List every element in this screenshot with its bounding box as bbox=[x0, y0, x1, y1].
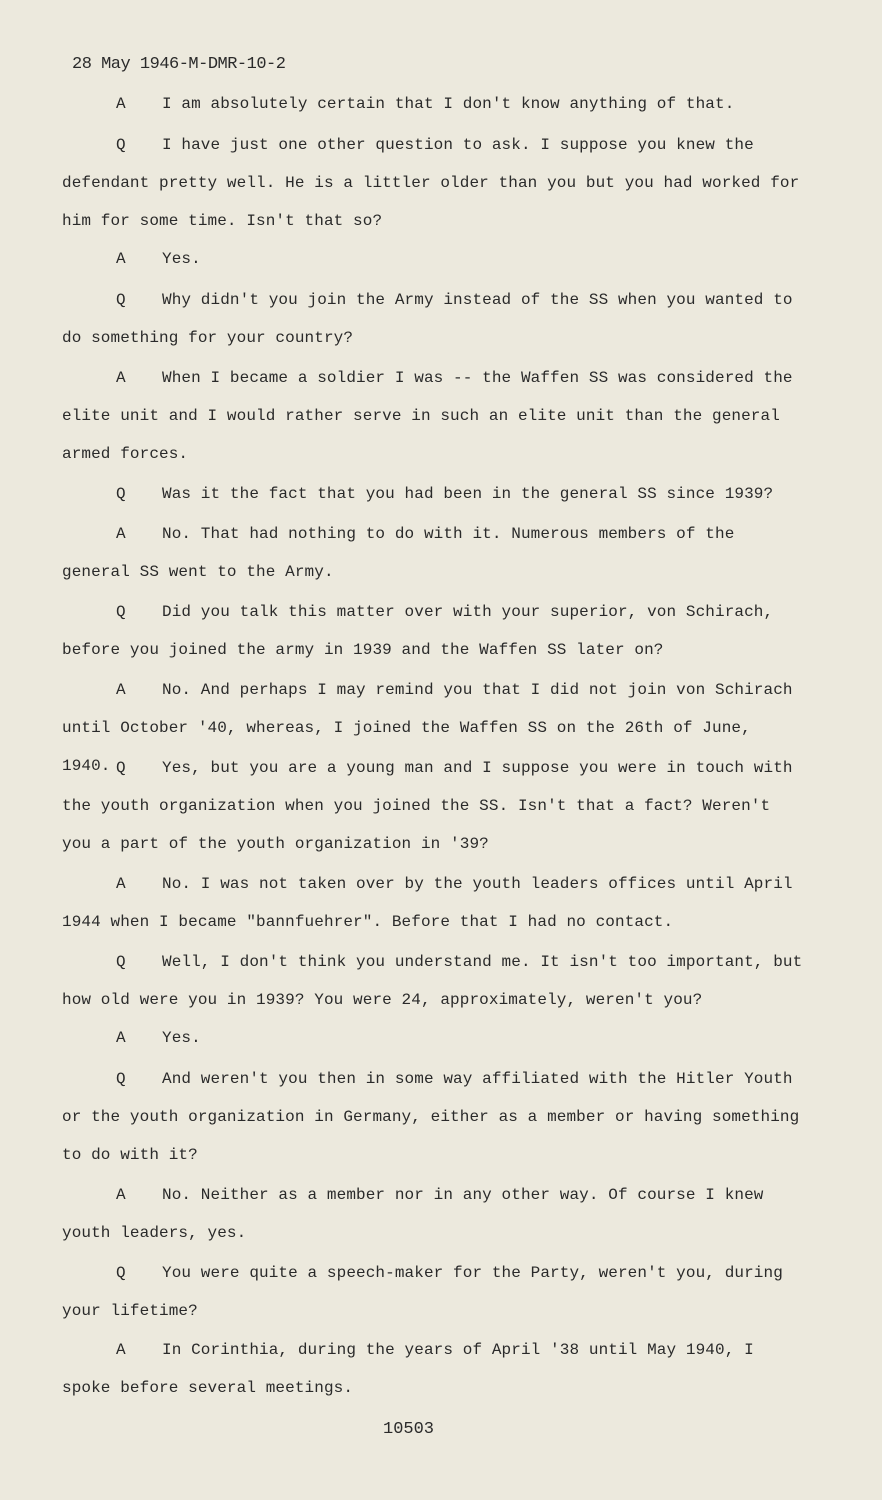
speaker-label: Q bbox=[116, 136, 126, 154]
paragraph bbox=[62, 749, 807, 863]
paragraph bbox=[62, 865, 807, 941]
paragraph-text: Yes. bbox=[162, 1029, 201, 1047]
paragraph bbox=[62, 515, 807, 591]
paragraph-text: Was it the fact that you had been in the general SS since 1939? bbox=[162, 485, 774, 503]
paragraph bbox=[62, 1019, 807, 1057]
speaker-label: A bbox=[116, 95, 126, 113]
speaker-label: A bbox=[116, 369, 126, 387]
paragraph bbox=[62, 943, 807, 1019]
paragraph bbox=[62, 593, 807, 669]
speaker-label: Q bbox=[116, 953, 126, 971]
speaker-label: A bbox=[116, 681, 126, 699]
page-number: 10503 bbox=[383, 1420, 435, 1439]
paragraph-text: Yes. bbox=[162, 250, 201, 268]
paragraph-text: When I became a soldier I was -- the Waffen SS was considered the elite unit and I would rather serve in such an elite unit than the general armed forces. bbox=[62, 369, 793, 463]
paragraph-text: Well, I don't think you understand me. It isn't too important, but how old were you in 1939? You were 24, approximately, weren't you? bbox=[62, 953, 803, 1009]
paragraph bbox=[62, 359, 807, 473]
paragraph bbox=[62, 281, 807, 357]
speaker-label: A bbox=[116, 250, 126, 268]
paragraph bbox=[62, 240, 807, 278]
paragraph-text: No. Neither as a member nor in any other way. Of course I knew youth leaders, yes. bbox=[62, 1186, 764, 1242]
paragraph-text: No. I was not taken over by the youth leaders offices until April 1944 when I became "bannfuehrer". Before that I had no contact. bbox=[62, 875, 793, 931]
speaker-label: A bbox=[116, 875, 126, 893]
paragraph bbox=[62, 126, 807, 240]
paragraph-text: No. That had nothing to do with it. Numerous members of the general SS went to the Army. bbox=[62, 525, 735, 581]
paragraph bbox=[62, 1060, 807, 1174]
speaker-label: Q bbox=[116, 1264, 126, 1282]
speaker-label: A bbox=[116, 525, 126, 543]
paragraph bbox=[62, 475, 807, 513]
speaker-label: A bbox=[116, 1029, 126, 1047]
speaker-label: Q bbox=[116, 1070, 126, 1088]
speaker-label: Q bbox=[116, 603, 126, 621]
speaker-label: Q bbox=[116, 485, 126, 503]
paragraph-text: I am absolutely certain that I don't know anything of that. bbox=[162, 95, 735, 113]
document-header: 28 May 1946-M-DMR-10-2 bbox=[72, 55, 286, 74]
paragraph-text: And weren't you then in some way affiliated with the Hitler Youth or the youth organization in Germany, either as a member or having something to do with it? bbox=[62, 1070, 800, 1164]
speaker-label: A bbox=[116, 1186, 126, 1204]
paragraph-text: No. And perhaps I may remind you that I did not join von Schirach until October '40, whereas, I joined the Waffen SS on the 26th of June, 1940. bbox=[62, 681, 793, 775]
paragraph bbox=[62, 1254, 807, 1330]
paragraph-text: Why didn't you join the Army instead of the SS when you wanted to do something for your country? bbox=[62, 291, 793, 347]
paragraph-text: Did you talk this matter over with your superior, von Schirach, before you joined the army in 1939 and the Waffen SS later on? bbox=[62, 603, 774, 659]
speaker-label: A bbox=[116, 1341, 126, 1359]
paragraph-text: Yes, but you are a young man and I suppose you were in touch with the youth organization when you joined the SS. Isn't that a fact? Weren't you a part of the youth organization in '39? bbox=[62, 759, 793, 853]
paragraph-text: In Corinthia, during the years of April '38 until May 1940, I spoke before several meetings. bbox=[62, 1341, 754, 1397]
paragraph bbox=[62, 1331, 807, 1407]
paragraph-text: You were quite a speech-maker for the Party, weren't you, during your lifetime? bbox=[62, 1264, 783, 1320]
paragraph bbox=[62, 85, 807, 123]
speaker-label: Q bbox=[116, 759, 126, 777]
paragraph-text: I have just one other question to ask. I suppose you knew the defendant pretty well. He is a littler older than you but you had worked for him for some time. Isn't that so? bbox=[62, 136, 800, 230]
paragraph bbox=[62, 1176, 807, 1252]
speaker-label: Q bbox=[116, 291, 126, 309]
